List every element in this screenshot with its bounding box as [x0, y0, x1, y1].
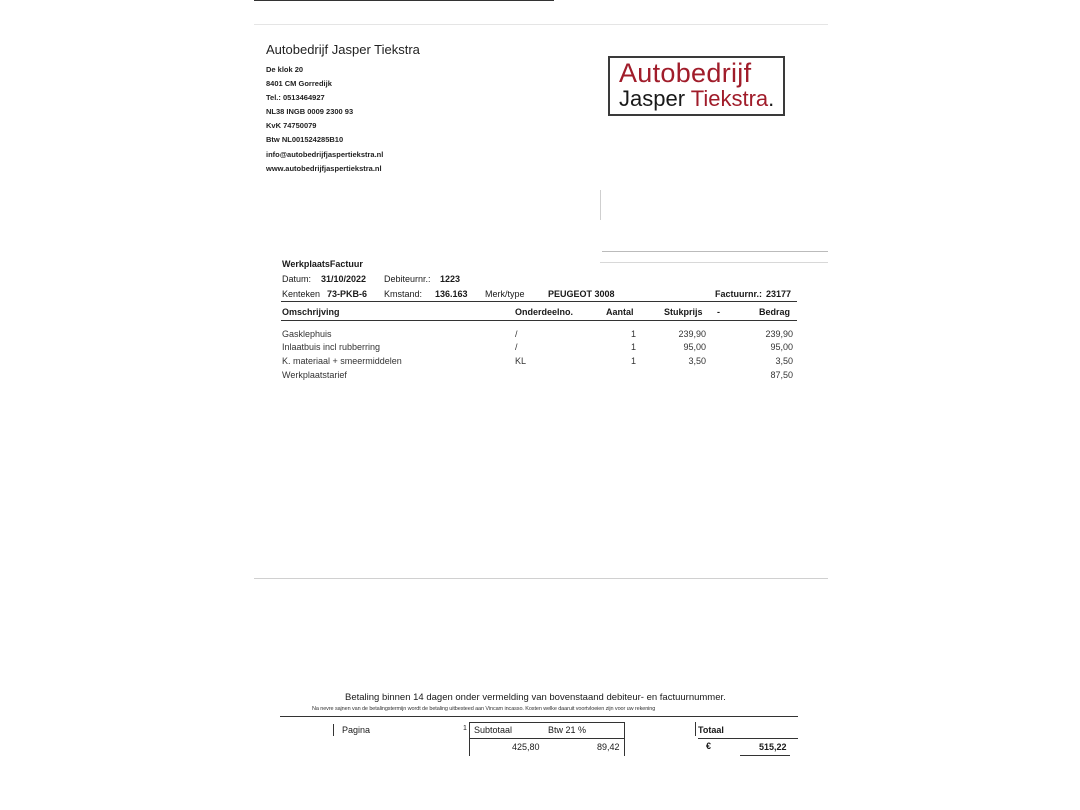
- company-name: Autobedrijf Jasper Tiekstra: [266, 42, 420, 57]
- footer-divider: [333, 724, 334, 736]
- column-header-description: Omschrijving: [282, 307, 340, 317]
- scan-edge: [254, 24, 828, 25]
- company-address: [266, 63, 383, 176]
- scan-top-line: [254, 0, 554, 1]
- row-amount: 87,50: [770, 370, 793, 380]
- license-plate: 73-PKB-6: [327, 289, 368, 299]
- scan-artifact: [600, 190, 601, 220]
- total-rule: [698, 738, 798, 739]
- header-rule-bottom: [281, 320, 797, 321]
- page-label: Pagina: [342, 725, 371, 735]
- payment-terms: Betaling binnen 14 dagen onder vermelding van bovenstaand debiteur- en factuurnummer.: [345, 692, 726, 703]
- row-description: Inlaatbuis incl rubberring: [282, 342, 381, 352]
- column-header-part-no: Onderdeelno.: [515, 307, 574, 317]
- invoice-title: WerkplaatsFactuur: [282, 259, 363, 269]
- collection-notice: Na nevre sajnen van de betalingstermijn wordt de betaling uitbesteed aan Vincam incasso. Kosten welke daaruit voortvloeien zijn voor uw rekening: [312, 706, 656, 712]
- mileage: 136.163: [435, 289, 468, 299]
- address-city: 8401 CM Gorredijk: [266, 79, 332, 89]
- column-header-unit-price: Stukprijs: [664, 307, 703, 317]
- address-street: De klok 20: [266, 65, 304, 74]
- total-divider: [695, 722, 696, 736]
- address-kvk: KvK 74750079: [266, 121, 317, 131]
- logo-tiekstra: Tiekstra: [690, 86, 769, 111]
- column-header-amount: Bedrag: [759, 307, 791, 317]
- scan-artifact: [602, 251, 828, 252]
- header-rule-top: [281, 301, 797, 302]
- address-iban: NL38 INGB 0009 2300 93: [266, 107, 354, 117]
- total-underline: [740, 755, 790, 756]
- mileage-label: Kmstand:: [384, 289, 423, 299]
- invoice-date: 31/10/2022: [321, 274, 367, 284]
- invoice-number: 23177: [766, 289, 792, 299]
- date-label: Datum:: [282, 274, 312, 284]
- row-amount: 3,50: [775, 356, 793, 366]
- totals-box-top: [469, 722, 624, 723]
- row-amount: 239,90: [765, 329, 793, 339]
- row-quantity: 1: [630, 329, 636, 339]
- vat-amount: 89,42: [597, 742, 620, 752]
- column-header-quantity: Aantal: [606, 307, 634, 317]
- logo-line-1: Autobedrijf: [619, 58, 752, 88]
- logo-line-2: [619, 86, 774, 112]
- row-description: K. materiaal + smeermiddelen: [282, 356, 402, 366]
- company-logo: [608, 56, 785, 116]
- row-unit-price: 95,00: [683, 342, 706, 352]
- make-label: Merk/type: [485, 289, 525, 299]
- currency-symbol: €: [706, 741, 712, 751]
- subtotal-amount: 425,80: [512, 742, 540, 752]
- debtor-label: Debiteurnr.:: [384, 274, 431, 284]
- vehicle-make: PEUGEOT 3008: [548, 289, 615, 299]
- address-phone: Tel.: 0513464927: [266, 93, 325, 103]
- address-email: info@autobedrijfjaspertiekstra.nl: [266, 149, 384, 159]
- row-part-no: /: [515, 329, 518, 339]
- page-number: 1: [463, 725, 467, 732]
- address-website: www.autobedrijfjaspertiekstra.nl: [266, 163, 382, 173]
- totals-box-middle: [469, 738, 624, 739]
- plate-label: Kenteken: [282, 289, 321, 299]
- total-label: Totaal: [698, 725, 724, 735]
- row-unit-price: 3,50: [688, 356, 706, 366]
- row-description: Werkplaatstarief: [282, 370, 347, 380]
- vat-label: Btw 21 %: [548, 725, 587, 735]
- total-amount: 515,22: [759, 742, 787, 752]
- row-amount: 95,00: [770, 342, 793, 352]
- invoice-number-label: Factuurnr.:: [715, 289, 763, 299]
- scan-artifact: [254, 578, 828, 579]
- row-unit-price: 239,90: [678, 329, 706, 339]
- logo-dot: .: [768, 86, 775, 111]
- scan-artifact: [600, 262, 828, 263]
- totals-box-right: [624, 722, 625, 756]
- row-quantity: 1: [630, 356, 636, 366]
- address-vat: Btw NL001524285B10: [266, 135, 344, 145]
- totals-box-left: [469, 722, 470, 756]
- debtor-number: 1223: [440, 274, 461, 284]
- row-part-no: KL: [515, 356, 527, 366]
- row-part-no: /: [515, 342, 518, 352]
- row-description: Gasklephuis: [282, 329, 332, 339]
- footer-rule: [280, 716, 798, 717]
- subtotal-label: Subtotaal: [474, 725, 513, 735]
- row-quantity: 1: [630, 342, 636, 352]
- logo-jasper: Jasper: [619, 86, 691, 111]
- column-header-dash: -: [717, 307, 720, 317]
